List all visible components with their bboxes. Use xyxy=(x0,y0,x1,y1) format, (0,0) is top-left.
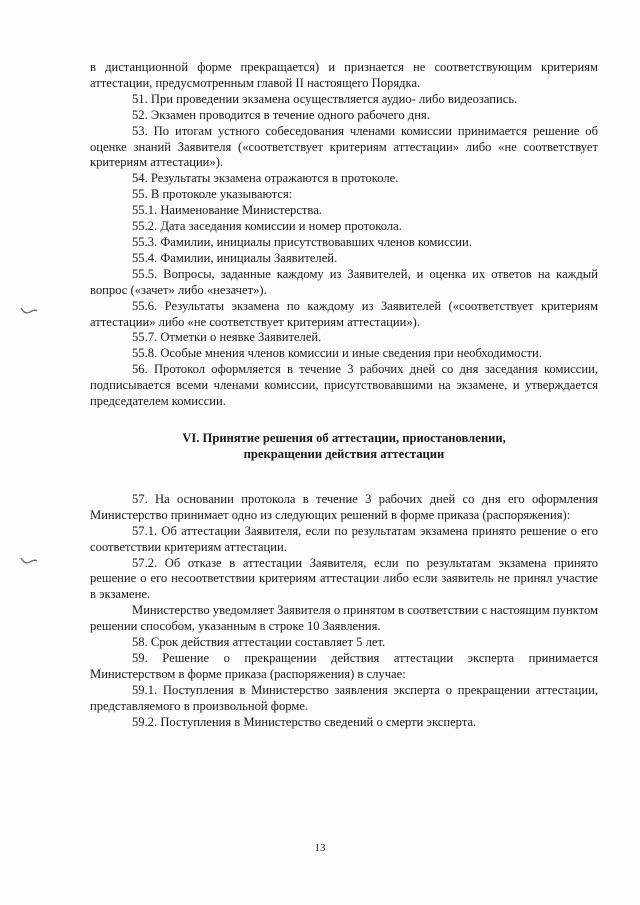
paragraph: 56. Протокол оформляется в течение 3 рабочих дней со дня заседания комиссии, подписывается всеми членами комиссии, присутствовавшими на экзамене, и утверждается председателем комиссии. xyxy=(90,362,598,409)
paragraph: Министерство уведомляет Заявителя о принятом в соответствии с настоящим пунктом решении способом, указанным в строке 10 Заявления. xyxy=(90,603,598,634)
paragraph: 53. По итогам устного собеседования членами комиссии принимается решение об оценке знаний Заявителя («соответствует критериям аттестации» либо «не соответствует критериям аттестации»). xyxy=(90,123,598,170)
paragraph: 59.1. Поступления в Министерство заявления эксперта о прекращении аттестации, представляемого в произвольной форме. xyxy=(90,682,598,713)
paragraph: 55. В протоколе указываются: xyxy=(132,187,293,202)
document-body xyxy=(90,60,598,731)
paragraph: 55.4. Фамилии, инициалы Заявителей. xyxy=(132,250,338,265)
binding-mark xyxy=(20,556,38,566)
page-number: 13 xyxy=(314,842,326,854)
binding-mark xyxy=(20,306,38,316)
paragraph: 55.3. Фамилии, инициалы присутствовавших членов комиссии. xyxy=(132,234,472,249)
paragraph: 52. Экзамен проводится в течение одного рабочего дня. xyxy=(132,107,430,122)
paragraph: 57. На основании протокола в течение 3 рабочих дней со дня его оформления Министерство принимает одно из следующих решений в форме приказа (распоряжения): xyxy=(90,491,598,522)
paragraph: 55.5. Вопросы, заданные каждому из Заявителей, и оценка их ответов на каждый вопрос («зачет» либо «незачет»). xyxy=(90,266,598,297)
paragraph: 55.7. Отметки о неявке Заявителей. xyxy=(132,330,322,345)
paragraph: 51. При проведении экзамена осуществляется аудио- либо видеозапись. xyxy=(132,91,518,106)
paragraph: 59.2. Поступления в Министерство сведений о смерти эксперта. xyxy=(132,714,477,729)
section-heading xyxy=(90,430,598,462)
section-heading-line1: VI. Принятие решения об аттестации, приостановлении, xyxy=(182,430,506,445)
paragraph: в дистанционной форме прекращается) и признается не соответствующим критериям аттестации, предусмотренным главой II настоящего Порядка. xyxy=(90,60,598,90)
paragraph: 55.2. Дата заседания комиссии и номер протокола. xyxy=(132,219,402,234)
paragraph: 59. Решение о прекращении действия аттестации эксперта принимается Министерством в форме приказа (распоряжения) в случае: xyxy=(90,651,598,681)
paragraph: 58. Срок действия аттестации составляет 5 лет. xyxy=(132,635,386,650)
paragraph: 57.1. Об аттестации Заявителя, если по результатам экзамена принято решение о его соответствии критериям аттестации. xyxy=(90,523,598,554)
section-heading-line2: прекращении действия аттестации xyxy=(243,446,445,461)
paragraph: 54. Результаты экзамена отражаются в протоколе. xyxy=(132,171,399,186)
paragraph: 55.1. Наименование Министерства. xyxy=(132,203,322,218)
paragraph: 55.8. Особые мнения членов комиссии и иные сведения при необходимости. xyxy=(132,346,542,361)
paragraph: 55.6. Результаты экзамена по каждому из Заявителей («соответствует критериям аттестации» либо «не соответствует критериям аттестации»). xyxy=(90,298,598,329)
paragraph: 57.2. Об отказе в аттестации Заявителя, если по результатам экзамена принято решение о его несоответствии критериям аттестации либо если заявитель не принял участие в экзамене. xyxy=(90,555,598,602)
